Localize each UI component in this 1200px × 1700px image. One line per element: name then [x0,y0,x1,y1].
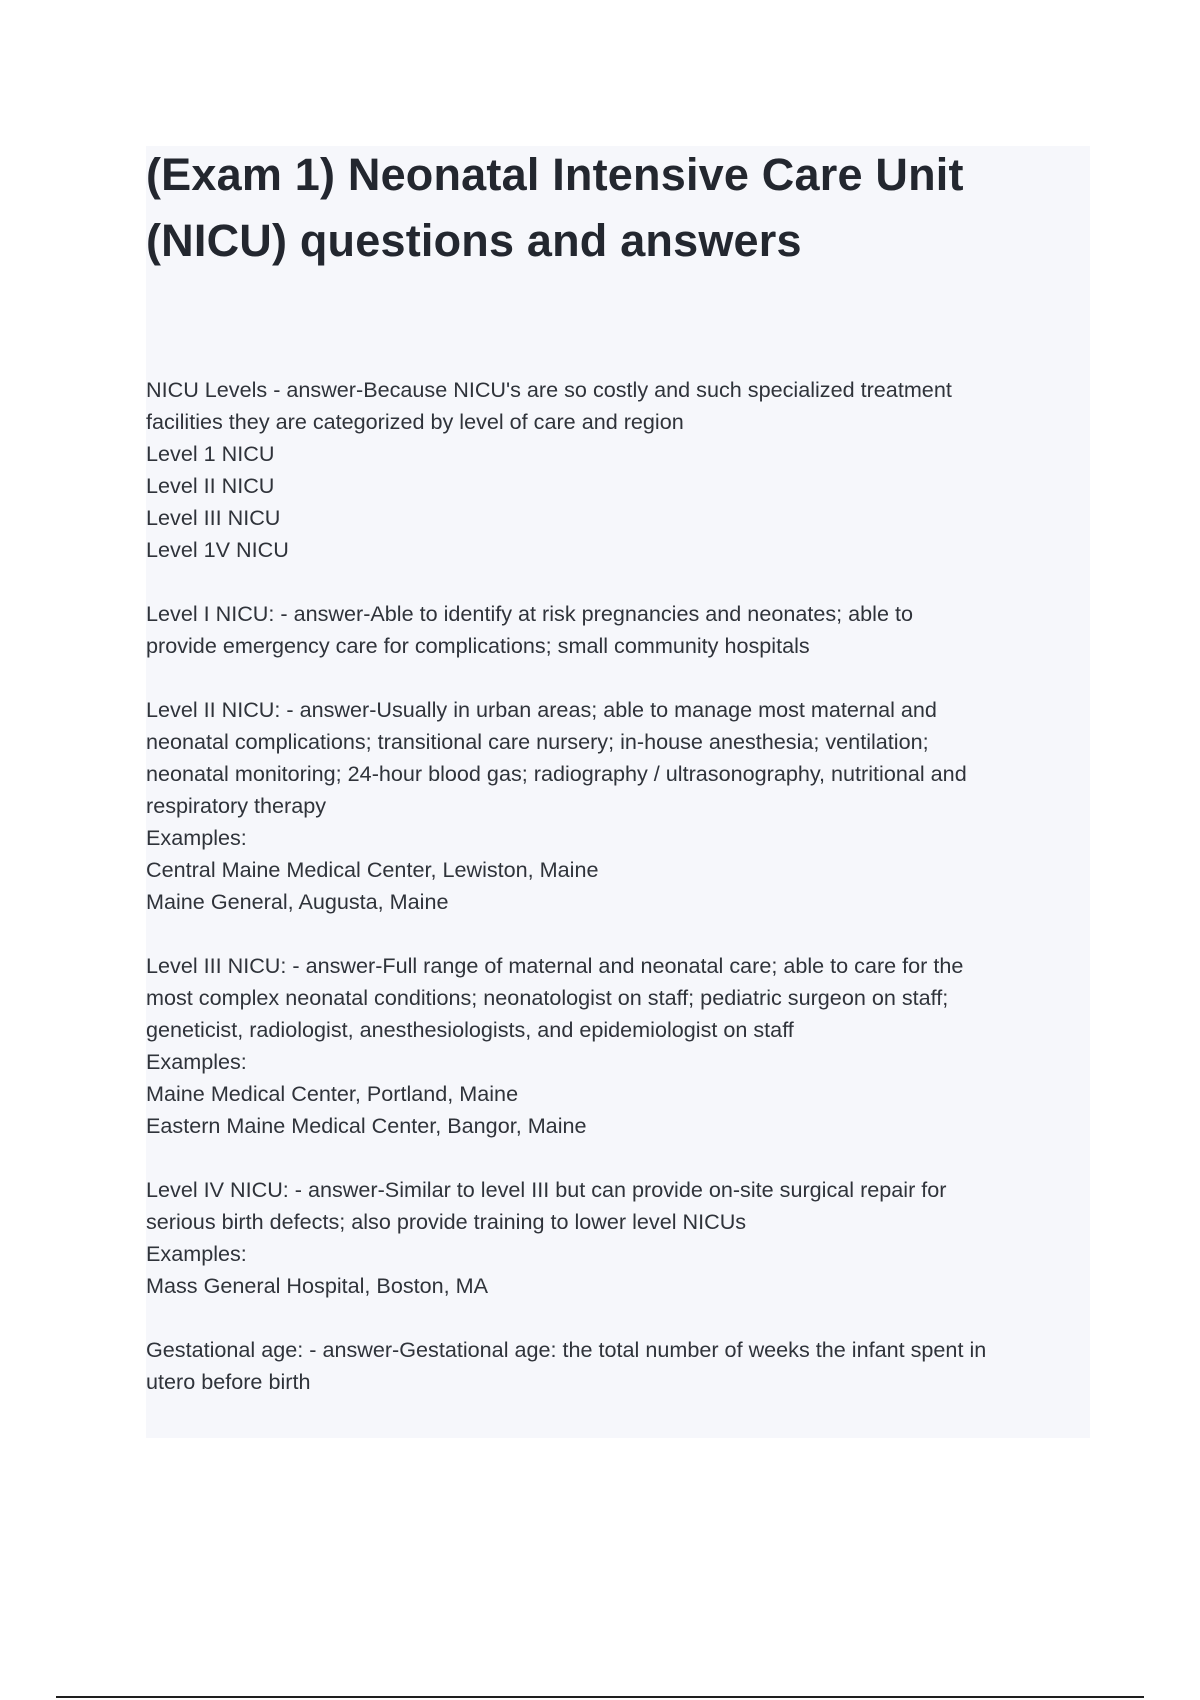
entry-line: facilities they are categorized by level of care and region [146,409,684,434]
entry-line: Level I NICU: - answer-Able to identify at risk pregnancies and neonates; able to [146,601,913,626]
entry-line: neonatal complications; transitional care nursery; in-house anesthesia; ventilation; [146,729,929,754]
entry-line: Level III NICU [146,505,281,530]
entry-line: Level 1 NICU [146,441,275,466]
entry-line: respiratory therapy [146,793,327,818]
qa-entry-level-3 [146,950,1090,1142]
entry-line: Level II NICU: - answer-Usually in urban areas; able to manage most maternal and [146,697,937,722]
entry-line: Level 1V NICU [146,537,289,562]
qa-entry-level-4 [146,1174,1090,1302]
entry-line: most complex neonatal conditions; neonatologist on staff; pediatric surgeon on staff; [146,985,949,1010]
entry-line: neonatal monitoring; 24-hour blood gas; radiography / ultrasonography, nutritional and [146,761,967,786]
entry-line: Eastern Maine Medical Center, Bangor, Maine [146,1113,587,1138]
entry-line: NICU Levels - answer-Because NICU's are so costly and such specialized treatment [146,377,952,402]
entry-line: serious birth defects; also provide training to lower level NICUs [146,1209,747,1234]
qa-list [146,374,1090,1430]
entry-line: geneticist, radiologist, anesthesiologists, and epidemiologist on staff [146,1017,794,1042]
footer-divider [56,1696,1144,1698]
entry-line: Level IV NICU: - answer-Similar to level III but can provide on-site surgical repair for [146,1177,947,1202]
qa-entry-level-1 [146,598,1090,662]
entry-line: Gestational age: - answer-Gestational age: the total number of weeks the infant spent in [146,1337,987,1362]
entry-line: Examples: [146,825,247,850]
entry-line: Level II NICU [146,473,275,498]
entry-line: Maine Medical Center, Portland, Maine [146,1081,519,1106]
entry-line: Maine General, Augusta, Maine [146,889,449,914]
entry-line: Examples: [146,1241,247,1266]
title-line: (Exam 1) Neonatal Intensive Care Unit [146,149,964,200]
entry-line: Examples: [146,1049,247,1074]
qa-entry-gestational-age [146,1334,1090,1398]
entry-line: Mass General Hospital, Boston, MA [146,1273,489,1298]
entry-line: Level III NICU: - answer-Full range of maternal and neonatal care; able to care for the [146,953,964,978]
entry-line: utero before birth [146,1369,311,1394]
document-title [146,142,1066,274]
entry-line: provide emergency care for complications; small community hospitals [146,633,810,658]
title-line: (NICU) questions and answers [146,215,802,266]
entry-line: Central Maine Medical Center, Lewiston, Maine [146,857,599,882]
qa-entry-nicu-levels [146,374,1090,566]
qa-entry-level-2 [146,694,1090,918]
